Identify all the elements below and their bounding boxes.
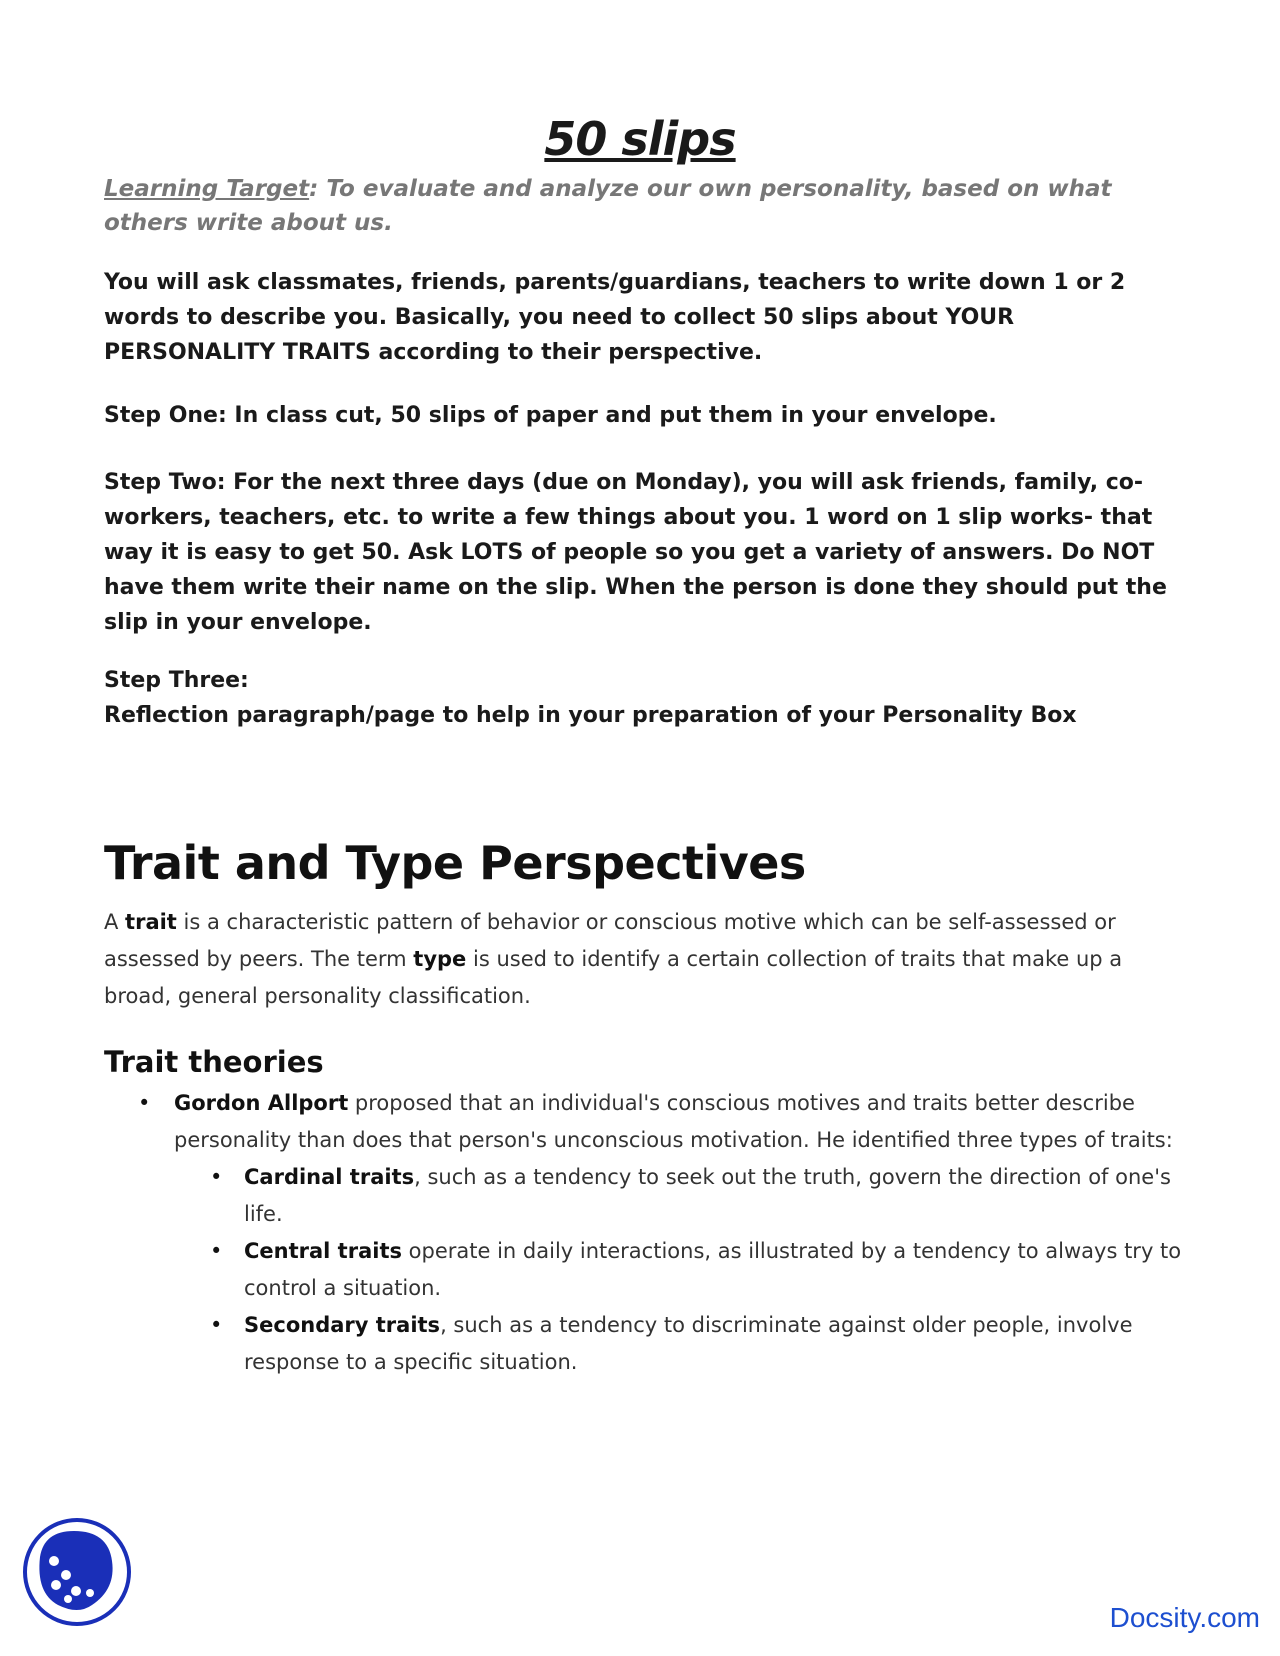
learning-target-label: Learning Target (104, 176, 310, 202)
trait-text: , such as a tendency to seek out the truth, govern the direction of one's life. (244, 1165, 1171, 1226)
term-trait: trait (125, 910, 177, 934)
intro-text-2: is a characteristic pattern of behavior or conscious motive which can be self-assessed or assessed by peers. The term (104, 910, 1116, 971)
section-heading: Trait and Type Perspectives (104, 836, 806, 890)
trait-name: Cardinal traits (244, 1165, 415, 1189)
intro-paragraph: You will ask classmates, friends, parents/guardians, teachers to write down 1 or 2 words to describe you. Basically, you need to collect 50 slips about YOUR PERSONALITY TRAITS according to their perspective. (104, 270, 1126, 365)
list-item (174, 1159, 1194, 1233)
intro-text-1: A (104, 910, 126, 934)
step-two: Step Two: For the next three days (due on Monday), you will ask friends, family, co-workers, teachers, etc. to write a few things about you. 1 word on 1 slip works- that way it is easy to get 50. Ask LOTS of people so you get a variety of answers. Do NOT have them write their name on the slip. When the person is done they should put the slip in your envelope. (104, 470, 1167, 635)
step-three-heading: Step Three: (104, 668, 249, 693)
trait-name: Central traits (244, 1239, 402, 1263)
step-three-text: Reflection paragraph/page to help in your preparation of your Personality Box (104, 703, 1077, 728)
subheading-trait-theories: Trait theories (104, 1045, 324, 1079)
allport-text: proposed that an individual's conscious motives and traits better describe personality than does that person's unconscious motivation. He identified three types of traits: (174, 1091, 1173, 1152)
list-item-allport (104, 1085, 1194, 1381)
allport-name: Gordon Allport (174, 1091, 349, 1115)
step-one: Step One: In class cut, 50 slips of paper and put them in your envelope. (104, 403, 997, 428)
page-title: 50 slips (544, 112, 736, 166)
intro-text-3: is used to identify a certain collection of traits that make up a broad, general personality classification. (104, 947, 1123, 1008)
term-type: type (413, 947, 467, 971)
step-three (104, 663, 1184, 733)
trait-name: Secondary traits (244, 1313, 441, 1337)
trait-types-list (174, 1159, 1194, 1381)
trait-text: , such as a tendency to discriminate against older people, involve response to a specific situation. (244, 1313, 1133, 1374)
list-item (174, 1233, 1194, 1307)
learning-target-text: : To evaluate and analyze our own personality, based on what others write about us. (104, 176, 1112, 236)
learning-target (104, 172, 1184, 240)
section-intro (104, 904, 1194, 1015)
trait-theories-list (104, 1085, 1194, 1381)
docsity-logo-icon (22, 1517, 132, 1627)
list-item (174, 1307, 1194, 1381)
trait-text: operate in daily interactions, as illustrated by a tendency to always try to control a situation. (244, 1239, 1182, 1300)
docsity-watermark[interactable]: Docsity.com (1109, 1602, 1260, 1633)
